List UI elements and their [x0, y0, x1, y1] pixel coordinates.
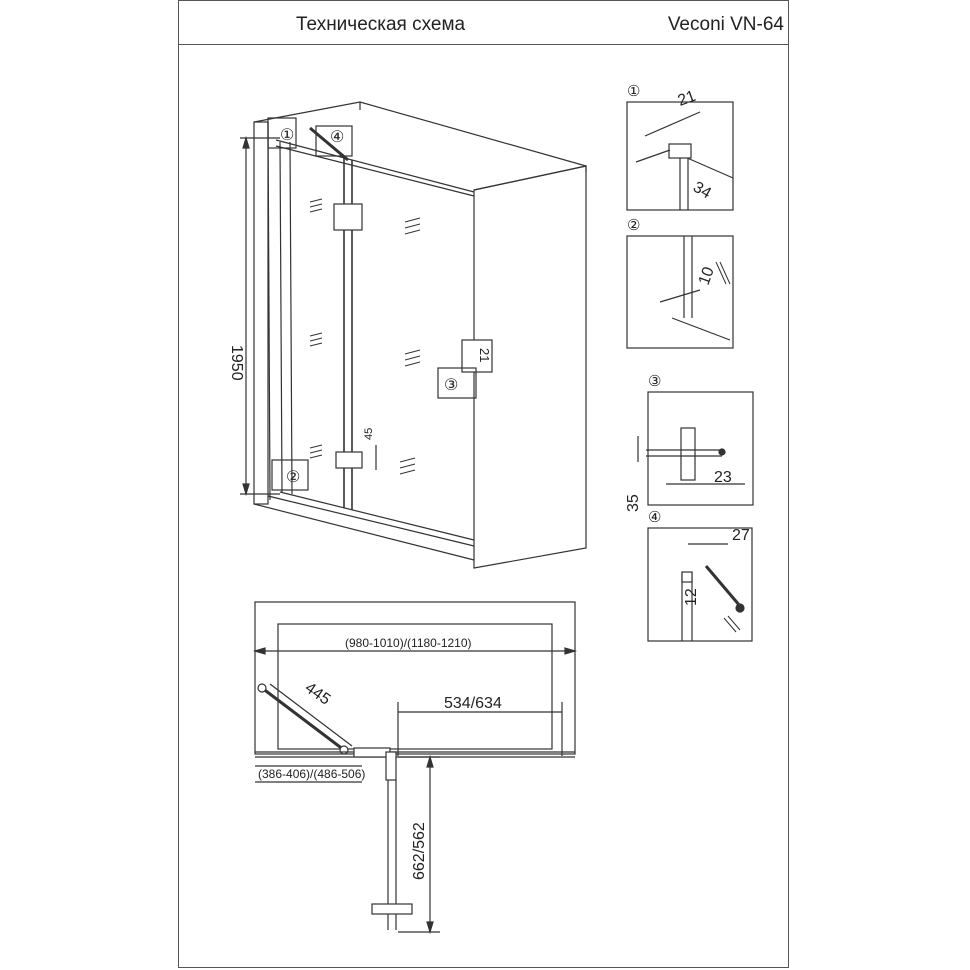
detail-2-dim-a: 10 [695, 264, 718, 288]
detail-1 [627, 102, 733, 210]
marker-1: ① [280, 127, 295, 144]
plan-panel-label: 445 [301, 679, 334, 709]
detail-1-dim-a: 21 [675, 87, 699, 110]
height-dim-label: 1950 [228, 345, 245, 381]
dim-45-label: 45 [363, 427, 375, 440]
diagram-title: Техническая схема [296, 14, 466, 35]
detail-2 [627, 236, 733, 348]
detail-1-dim-b: 34 [690, 178, 714, 203]
dim-21-label: 21 [477, 348, 492, 363]
detail-1-marker: ① [627, 83, 641, 100]
plan-width-label: (980-1010)/(1180-1210) [345, 636, 472, 650]
detail-3-dim-b: 35 [625, 494, 642, 512]
detail-2-marker: ② [627, 217, 641, 234]
marker-4: ④ [330, 129, 345, 146]
left-wall [254, 122, 268, 504]
bottom-hinge [336, 452, 362, 468]
detail-4 [648, 528, 752, 641]
detail-4-marker: ④ [648, 509, 662, 526]
plan-door-label: 534/634 [444, 695, 502, 712]
detail-4-dim-b: 12 [683, 588, 700, 606]
plan-depth-label: 662/562 [411, 822, 428, 880]
detail-3 [638, 392, 753, 505]
detail-4-dim-a: 27 [732, 527, 750, 544]
model-name: Veconi VN-64 [667, 14, 784, 35]
plan-fixed-label: (386-406)/(486-506) [258, 767, 366, 781]
main-view [240, 102, 586, 568]
detail-3-marker: ③ [648, 373, 662, 390]
detail-3-dim-a: 23 [714, 469, 732, 486]
marker-2: ② [286, 469, 301, 486]
top-hinge [334, 204, 362, 230]
marker-3: ③ [444, 377, 459, 394]
